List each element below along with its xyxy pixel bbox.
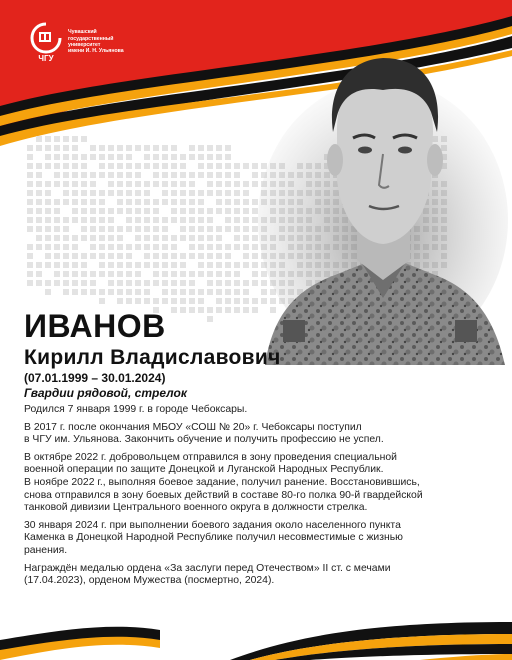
bio-paragraph: Родился 7 января 1999 г. в городе Чебоксары.: [24, 404, 248, 415]
university-logo: [30, 22, 124, 62]
biography: [24, 404, 494, 593]
university-name-line: Чувашский: [68, 29, 97, 36]
surname: ИВАНОВ: [24, 308, 166, 344]
bio-paragraph: 30 января 2024 г. при выполнении боевого задания около населенного пункта Каменка в Донецкой Народной Республике получил несовместимые с жизнью ранения.: [24, 519, 403, 556]
portrait-image: [255, 20, 510, 365]
life-dates: (07.01.1999 – 30.01.2024): [24, 371, 166, 385]
university-emblem-icon: [30, 22, 62, 62]
military-rank: Гвардии рядовой, стрелок: [24, 386, 187, 400]
bio-paragraph: Награждён медалью ордена «За заслуги перед Отечеством» II ст. с мечами (17.04.2023), орденом Мужества (посмертно, 2024).: [24, 562, 391, 587]
bio-paragraph: В октябре 2022 г. добровольцем отправился в зону проведения специальной военной операции по защите Донецкой и Луганской Народных Республик. В ноябре 2022 г., выполняя боевое задание, получил ранение. Восстановившись, снова отправился в зону боевых действий в составе 80-го полка 90-й гвардейской танковой дивизии Центрального военного округа в должности стрелка.: [24, 451, 423, 514]
university-name-line: государственный: [68, 35, 114, 42]
university-name-line: имени И. Н. Ульянова: [68, 48, 124, 55]
university-name: [68, 29, 124, 55]
bottom-ribbon: [0, 600, 512, 660]
given-names: Кирилл Владиславович: [24, 346, 281, 369]
bio-paragraph: В 2017 г. после окончания МБОУ «СОШ № 20» г. Чебоксары поступил в ЧГУ им. Ульянова. Закончить обучение и получить профессию не успел.: [24, 421, 384, 446]
university-name-line: университет: [68, 42, 101, 48]
logo-abbr: ЧГУ: [38, 54, 54, 62]
